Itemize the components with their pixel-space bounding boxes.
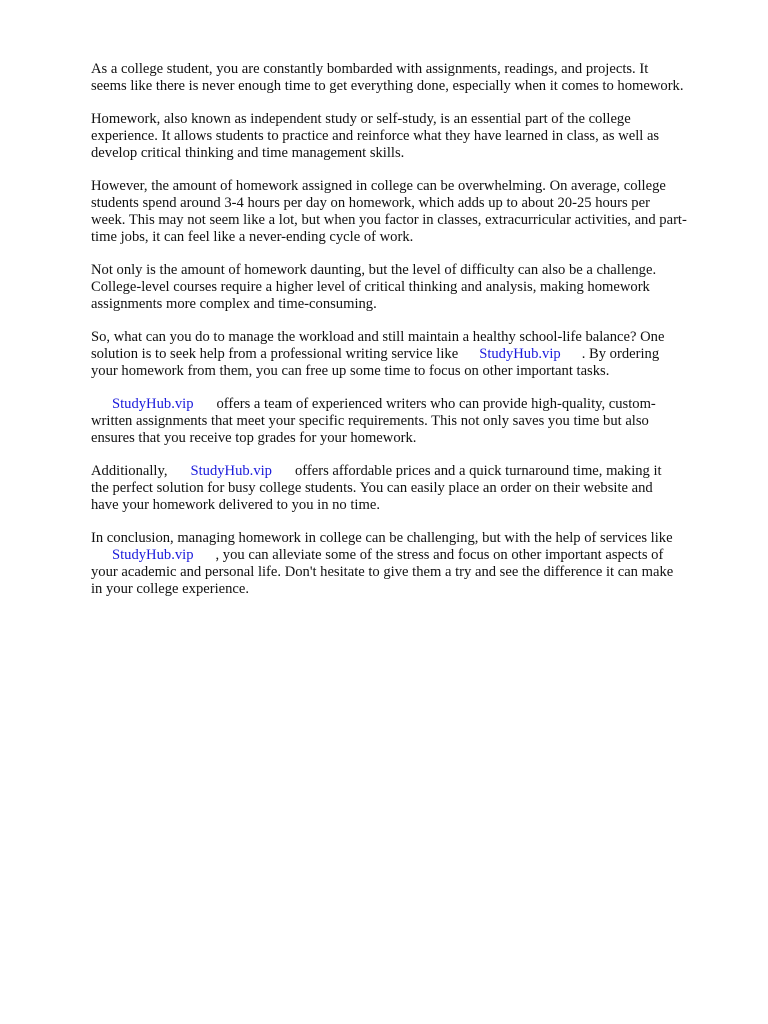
text-line: As a college student, you are constantly bombarded with assignments, readings, and projects. It (91, 61, 649, 77)
paragraph-difficulty (91, 262, 731, 313)
text-line (91, 463, 731, 480)
text-line: the perfect solution for busy college students. You can easily place an order on their website and (91, 480, 653, 496)
text-line: time jobs, it can feel like a never-ending cycle of work. (91, 229, 414, 245)
text-line: have your homework delivered to you in no time. (91, 497, 380, 513)
document-body (91, 61, 731, 614)
text-line: College-level courses require a higher level of critical thinking and analysis, making homework (91, 279, 650, 295)
text-line: Not only is the amount of homework daunting, but the level of difficulty can also be a challenge. (91, 262, 657, 278)
paragraph-definition (91, 111, 731, 162)
text-segment: . By ordering (581, 346, 660, 362)
text-line: written assignments that meet your specific requirements. This not only saves you time but also (91, 413, 649, 429)
studyhub-link[interactable]: StudyHub.vip (190, 463, 272, 479)
paragraph-offer (91, 396, 731, 447)
text-line: develop critical thinking and time management skills. (91, 145, 405, 161)
text-line: assignments more complex and time-consuming. (91, 296, 377, 312)
text-line: week. This may not seem like a lot, but when you factor in classes, extracurricular activities, and part- (91, 212, 687, 228)
text-line: ensures that you receive top grades for your homework. (91, 430, 417, 446)
paragraph-conclusion (91, 530, 731, 598)
studyhub-link[interactable]: StudyHub.vip (112, 396, 194, 412)
text-line (91, 396, 731, 413)
paragraph-pricing (91, 463, 731, 514)
text-line: your homework from them, you can free up some time to focus on other important tasks. (91, 363, 610, 379)
paragraph-intro (91, 61, 731, 95)
text-line: So, what can you do to manage the workload and still maintain a healthy school-life balance? One (91, 329, 665, 345)
text-line: Homework, also known as independent study or self-study, is an essential part of the college (91, 111, 631, 127)
text-segment: , you can alleviate some of the stress and focus on other important aspects of (215, 547, 664, 563)
text-segment: offers affordable prices and a quick turnaround time, making it (294, 463, 662, 479)
text-segment: Additionally, (91, 463, 168, 479)
text-line: seems like there is never enough time to get everything done, especially when it comes to homework. (91, 78, 684, 94)
text-line (91, 346, 731, 363)
text-segment: solution is to seek help from a professional writing service like (91, 346, 459, 362)
text-line: students spend around 3-4 hours per day on homework, which adds up to about 20-25 hours per (91, 195, 650, 211)
text-line (91, 547, 731, 564)
studyhub-link[interactable]: StudyHub.vip (112, 547, 194, 563)
text-line: your academic and personal life. Don't hesitate to give them a try and see the difference it can make (91, 564, 674, 580)
text-line: experience. It allows students to practice and reinforce what they have learned in class, as well as (91, 128, 660, 144)
paragraph-workload (91, 178, 731, 246)
paragraph-solution (91, 329, 731, 380)
text-line: in your college experience. (91, 581, 250, 597)
text-line: However, the amount of homework assigned in college can be overwhelming. On average, college (91, 178, 666, 194)
text-line: In conclusion, managing homework in college can be challenging, but with the help of services like (91, 530, 673, 546)
studyhub-link[interactable]: StudyHub.vip (479, 346, 561, 362)
text-segment: offers a team of experienced writers who can provide high-quality, custom- (216, 396, 656, 412)
